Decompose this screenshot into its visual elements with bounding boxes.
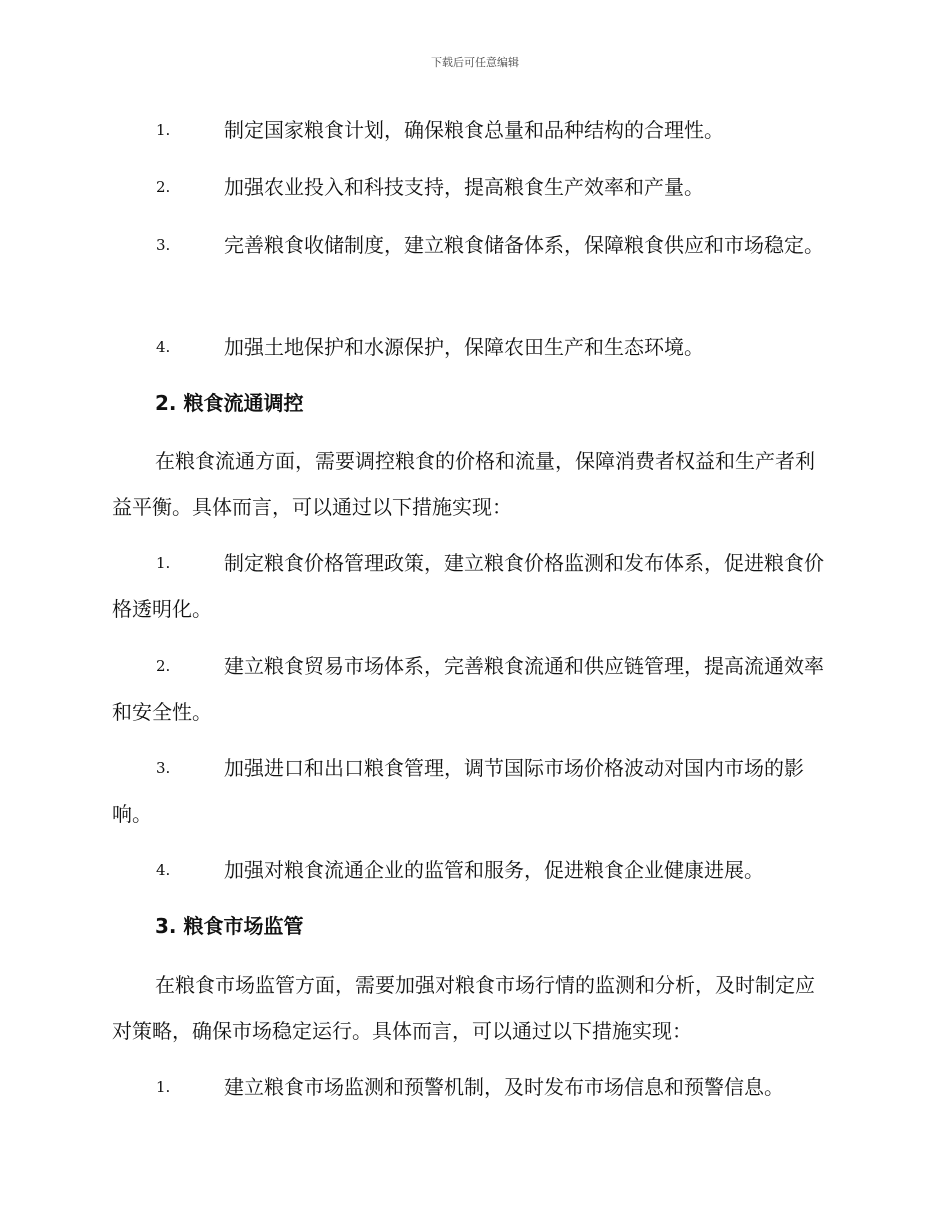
- section-heading: 2. 粮食流通调控: [155, 391, 304, 415]
- paragraph: 在粮食流通方面，需要调控粮食的价格和流量，保障消费者权益和生产者利益平衡。具体而言，可以通过以下措施实现：: [112, 449, 815, 519]
- list-number: 1.: [156, 554, 171, 572]
- list-item: [112, 847, 834, 893]
- list-item: [112, 164, 834, 210]
- list-number: 2.: [156, 657, 171, 675]
- list-text: 制定粮食价格管理政策，建立粮食价格监测和发布体系，促进粮食价格透明化。: [112, 551, 824, 621]
- list-text: 加强进口和出口粮食管理，调节国际市场价格波动对国内市场的影响。: [112, 756, 804, 826]
- list-item: [112, 222, 834, 268]
- list-item: [112, 540, 834, 632]
- list-item: [112, 643, 834, 735]
- list-item: [112, 745, 834, 837]
- list-item: [112, 324, 834, 370]
- list-item: [112, 1064, 834, 1110]
- list-text: 完善粮食收储制度，建立粮食储备体系，保障粮食供应和市场稳定。: [224, 233, 824, 257]
- list-text: 加强农业投入和科技支持，提高粮食生产效率和产量。: [224, 175, 704, 199]
- list-number: 2.: [156, 178, 171, 196]
- list-number: 4.: [156, 338, 171, 356]
- list-text: 加强对粮食流通企业的监管和服务，促进粮食企业健康进展。: [224, 858, 764, 882]
- list-text: 建立粮食市场监测和预警机制，及时发布市场信息和预警信息。: [224, 1075, 784, 1099]
- list-number: 3.: [156, 236, 171, 254]
- list-text: 建立粮食贸易市场体系，完善粮食流通和供应链管理，提高流通效率和安全性。: [112, 654, 824, 724]
- paragraph: 在粮食市场监管方面，需要加强对粮食市场行情的监测和分析，及时制定应对策略，确保市场稳定运行。具体而言，可以通过以下措施实现：: [112, 973, 815, 1043]
- list-number: 3.: [156, 759, 171, 777]
- section-heading: 3. 粮食市场监管: [155, 914, 304, 938]
- list-number: 4.: [156, 861, 171, 879]
- list-number: 1.: [156, 1078, 171, 1096]
- list-text: 制定国家粮食计划，确保粮食总量和品种结构的合理性。: [224, 118, 724, 142]
- list-item: [112, 107, 834, 153]
- page-header: 下载后可任意编辑: [431, 56, 519, 69]
- list-text: 加强土地保护和水源保护，保障农田生产和生态环境。: [224, 335, 704, 359]
- list-number: 1.: [156, 121, 171, 139]
